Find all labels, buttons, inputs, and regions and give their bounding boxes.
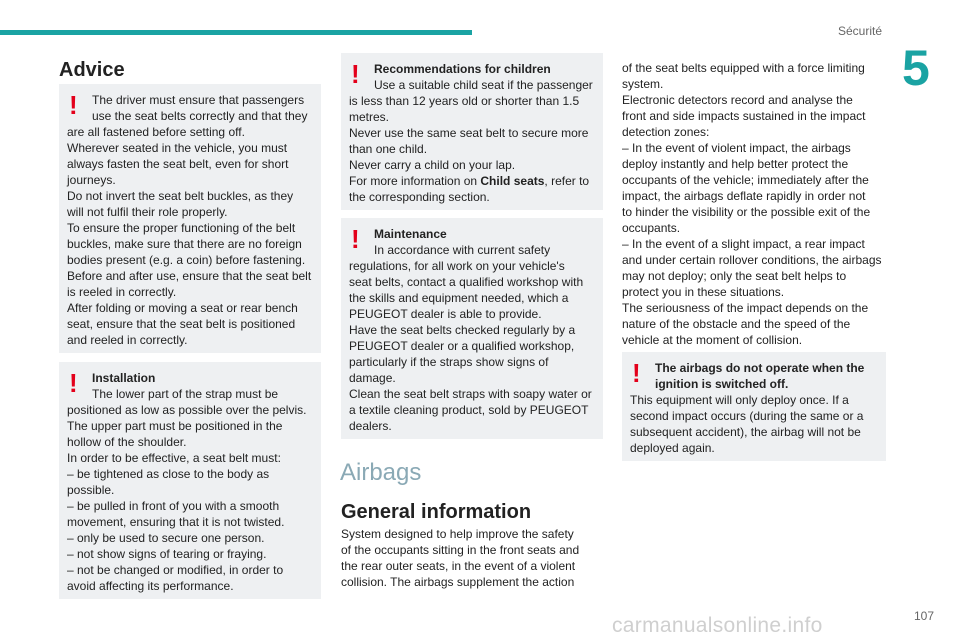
maintenance-box-text [349,242,595,434]
children-more-info: For more information on Child seats, refer to [349,174,590,188]
page-number: 107 [914,609,935,623]
exclamation-mark-icon: ! [351,59,360,89]
text-line: positioned as low as possible over the pelvis. [67,403,307,417]
text-line: PEUGEOT dealer is able to provide. [349,307,542,321]
text-line: hollow of the shoulder. [67,435,187,449]
text-line: detection zones: [622,125,710,139]
text-line: occupants. [622,221,681,235]
text-line: system. [622,77,664,91]
text-line: The seriousness of the impact depends on the [622,301,869,315]
text-line: and reeled in correctly. [67,333,188,347]
text-line: – In the event of violent impact, the airbags [622,141,851,155]
text-line: damage. [349,371,396,385]
airbags-title: Airbags [340,459,422,486]
exclamation-mark-icon: ! [69,368,78,398]
text-line: Clean the seat belt straps with soapy water or [349,387,592,401]
exclamation-mark-icon: ! [351,224,360,254]
text-line: To ensure the proper functioning of the belt [67,221,296,235]
text-line: After folding or moving a seat or rear bench [67,301,298,315]
text-line: Use a suitable child seat if the passenger [374,78,593,92]
text-line: nature of the obstacle and the speed of the [622,317,851,331]
text-line: deploy instantly and help better protect the [622,157,849,171]
text-line: of the seat belts equipped with a force limiting [622,61,865,75]
text-line: collision. The airbags supplement the action [341,575,575,589]
text-line: occupants of the vehicle; immediately after the [622,173,869,187]
text-line: – In the event of a slight impact, a rear impact [622,237,865,251]
text-line: front and side impacts sustained in the impact [622,109,866,123]
general-information-text [341,526,603,590]
text-line: bodies present (e.g. a coin) before fastening. [67,253,306,267]
chapter-number: 5 [902,40,930,96]
text-line: subsequent accident), the airbag will not be [630,425,861,439]
airbags-warning-title-line1: The airbags do not operate when the [655,361,865,375]
text-line: than one child. [349,142,428,156]
text-line: Wherever seated in the vehicle, you must [67,141,288,155]
header-accent-bar [0,30,472,35]
exclamation-mark-icon: ! [632,358,641,388]
text-line: is reeled in correctly. [67,285,177,299]
text-line: may not deploy; only the seat belt helps to [622,269,847,283]
children-title: Recommendations for children [374,62,551,76]
text-line: to hinder the visibility or the possible exit of the [622,205,871,219]
text-line: are all fastened before setting off. [67,125,245,139]
airbags-warning-title-line2: ignition is switched off. [655,377,789,391]
maintenance-title: Maintenance [374,227,447,241]
installation-box-text [67,386,313,594]
maintenance-warning-box [341,218,603,439]
text-line: – be pulled in front of you with a smooth [67,499,280,513]
text-line: Never use the same seat belt to secure more [349,126,589,140]
text-line: impact, the airbags deflate rapidly in order not [622,189,866,203]
text-line: the skills and equipment needed, which a [349,291,569,305]
text-line: buckles, make sure that there are no foreign [67,237,302,251]
text-line: a textile cleaning product, sold by PEUGEOT [349,403,589,417]
text-line: seat, ensure that the seat belt is positioned [67,317,296,331]
text-line: – be tightened as close to the body as [67,467,270,481]
airbags-warning-text [630,392,878,456]
text-line: – not be changed or modified, in order to [67,563,284,577]
text-line: second impact occurs (during the same or a [630,409,864,423]
children-more-info-end: the corresponding section. [349,190,490,204]
text-line: The driver must ensure that passengers [92,93,305,107]
text-line: – only be used to secure one person. [67,531,265,545]
section-name: Sécurité [838,24,883,38]
advice-title: Advice [59,59,125,81]
airbags-description-text [622,60,892,348]
installation-title: Installation [92,371,156,385]
text-line: Do not invert the seat belt buckles, as they [67,189,294,203]
text-line: seat belts, contact a qualified workshop with [349,275,584,289]
text-line: possible. [67,483,115,497]
airbags-warning-box [622,352,886,461]
text-line: particularly if the straps show signs of [349,355,549,369]
advice-warning-box [59,84,321,353]
text-line: Electronic detectors record and analyse the [622,93,853,107]
text-line: metres. [349,110,390,124]
text-line: The lower part of the strap must be [92,387,279,401]
text-line: The upper part must be positioned in the [67,419,283,433]
children-box-text [349,77,595,173]
children-warning-box [341,53,603,210]
text-line: System designed to help improve the safety [341,527,574,541]
text-line: the rear outer seats, in the event of a violent [341,559,576,573]
text-line: Before and after use, ensure that the seat belt [67,269,312,283]
text-line: is less than 12 years old or shorter than 1.5 [349,94,580,108]
text-line: protect you in these situations. [622,285,785,299]
text-line: of the occupants sitting in the front seats and [341,543,580,557]
text-line: Never carry a child on your lap. [349,158,516,172]
text-line: PEUGEOT dealer or a qualified workshop, [349,339,575,353]
general-information-title: General information [341,501,532,523]
text-line: vehicle at the moment of collision. [622,333,803,347]
text-line: dealers. [349,419,392,433]
text-line: and under certain rollover conditions, the airbags [622,253,882,267]
text-line: use the seat belts correctly and that they [92,109,308,123]
text-line: This equipment will only deploy once. If a [630,393,849,407]
text-line: avoid affecting its performance. [67,579,234,593]
text-line: In accordance with current safety [374,243,551,257]
text-line: movement, ensuring that it is not twisted. [67,515,285,529]
text-line: regulations, for all work on your vehicle's [349,259,565,273]
text-line: deployed again. [630,441,715,455]
installation-warning-box [59,362,321,599]
text-line: always fasten the seat belt, even for short [67,157,289,171]
exclamation-mark-icon: ! [69,90,78,120]
watermark: carmanualsonline.info [612,614,823,637]
text-line: will not fulfil their role properly. [67,205,228,219]
text-line: In order to be effective, a seat belt must: [67,451,281,465]
text-line: journeys. [67,173,116,187]
text-line: – not show signs of tearing or fraying. [67,547,267,561]
advice-box-text [67,92,313,348]
text-line: Have the seat belts checked regularly by a [349,323,576,337]
